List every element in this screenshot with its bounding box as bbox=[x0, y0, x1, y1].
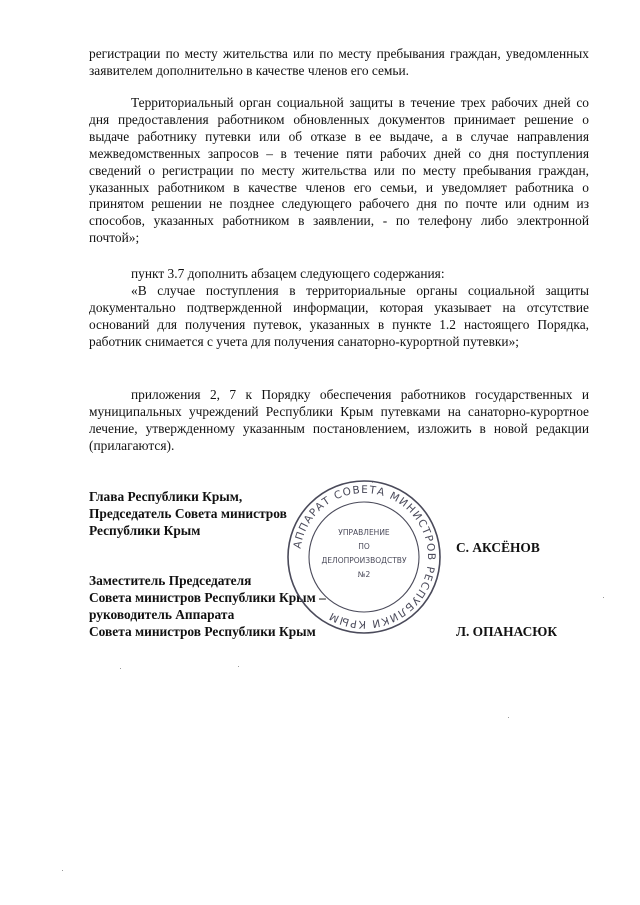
signature-1-title-line: Глава Республики Крым, bbox=[89, 489, 243, 504]
signature-2-title-line: руководитель Аппарата bbox=[89, 607, 235, 622]
scan-speck bbox=[372, 482, 373, 483]
paragraph-territorial-body: Территориальный орган социальной защиты в течение трех рабочих дней со дня предоставления работником обновленных документов принимает решение о выдаче работнику путевки или об отказе в ее выдаче, а в случае направления межведомственных запросов – в течение пяти рабочих дней со дня поступления сведений о регистрации по месту жительства или по месту пребывания граждан, указанных работником в качестве членов его семьи, и уведомляет работника о принятом решении не позднее следующего рабочего дня по почте или одним из способов, указанных работником в заявлении, - по телефону либо электронной почтой»; bbox=[89, 95, 589, 246]
signature-1-title bbox=[89, 488, 287, 539]
stamp-inner-line: ДЕЛОПРОИЗВОДСТВУ bbox=[321, 556, 407, 565]
scan-speck bbox=[62, 870, 63, 871]
paragraph-continuation: регистрации по месту жительства или по месту пребывания граждан, уведомленных заявителем дополнительно в качестве членов его семьи. bbox=[89, 46, 589, 78]
signature-2-title-line: Совета министров Республики Крым – bbox=[89, 590, 326, 605]
signature-2-title-line: Совета министров Республики Крым bbox=[89, 624, 316, 639]
stamp-inner-line: ПО bbox=[358, 542, 370, 551]
scan-speck bbox=[508, 717, 509, 718]
signature-1-name: С. АКСЁНОВ bbox=[456, 540, 540, 555]
stamp-inner-line: №2 bbox=[357, 570, 371, 579]
scan-speck bbox=[120, 668, 121, 669]
signature-1-title-line: Председатель Совета министров bbox=[89, 506, 287, 521]
office-stamp bbox=[284, 477, 444, 637]
stamp-outer-text: АППАРАТ СОВЕТА МИНИСТРОВ РЕСПУБЛИКИ КРЫМ bbox=[291, 483, 438, 631]
scan-speck bbox=[603, 597, 604, 598]
paragraph-point-3-7: пункт 3.7 дополнить абзацем следующего содержания: bbox=[131, 266, 445, 281]
signature-2-name: Л. ОПАНАСЮК bbox=[456, 624, 558, 639]
paragraph-appendices: приложения 2, 7 к Порядку обеспечения работников государственных и муниципальных учреждений Республики Крым путевками на санаторно-курортное лечение, утвержденному указанным постановлением, изложить в новой редакции (прилагаются). bbox=[89, 387, 589, 453]
paragraph-quote-new-clause: «В случае поступления в территориальные органы социальной защиты документально подтвержденной информации, которая указывает на отсутствие оснований для получения путевок, указанных в пункте 1.2 настоящего Порядка, работник снимается с учета для получения санаторно-курортной путевки»; bbox=[89, 283, 589, 349]
signature-2-title-line: Заместитель Председателя bbox=[89, 573, 252, 588]
scan-speck bbox=[238, 666, 239, 667]
signature-1-title-line: Республики Крым bbox=[89, 523, 201, 538]
stamp-inner-line: УПРАВЛЕНИЕ bbox=[338, 528, 390, 537]
